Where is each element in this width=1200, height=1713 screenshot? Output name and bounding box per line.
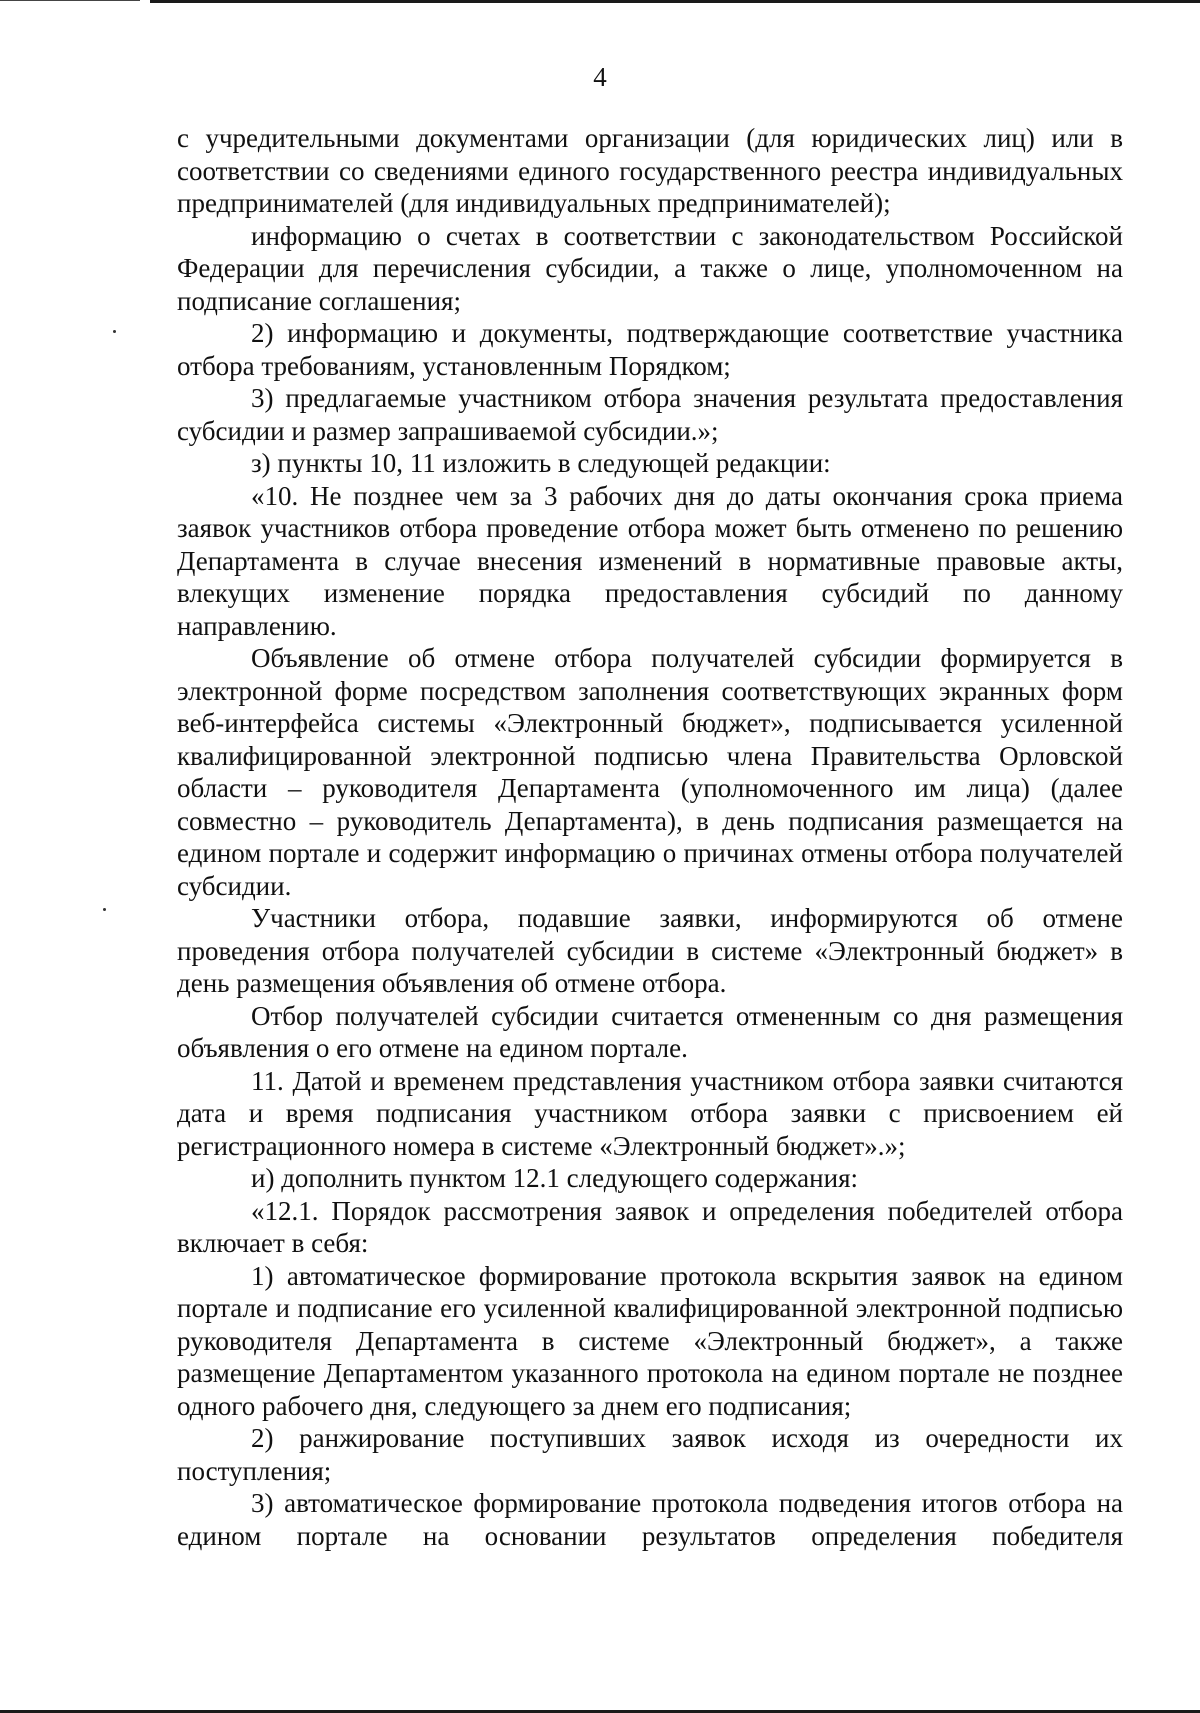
page-number: 4 [593, 62, 607, 92]
scan-edge-top [150, 0, 1200, 3]
paragraph-clause-11: 11. Датой и временем представления участником отбора заявки считаются дата и время подписания участником отбора заявки с присвоением ей регистрационного номера в системе «Электронный бюджет».»; [177, 1065, 1123, 1161]
paragraph-step-2: 2) ранжирование поступивших заявок исходя из очередности их поступления; [177, 1423, 1123, 1486]
paragraph-selection-cancelled: Отбор получателей субсидии считается отмененным со дня размещения объявления о его отмене на едином портале. [177, 1000, 1123, 1063]
paragraph-participants-informed: Участники отбора, подавшие заявки, информируются об отмене проведения отбора получателей субсидии в системе «Электронный бюджет» в день размещения объявления об отмене отбора. [177, 903, 1123, 998]
paragraph-step-1: 1) автоматическое формирование протокола вскрытия заявок на едином портале и подписание его усиленной квалифицированной электронной подписью руководителя Департамента в системе «Электронный бюджет», а также размещение Департаментом указанного протокола на едином портале не позднее одного рабочего дня, следующего за днем его подписания; [177, 1260, 1123, 1421]
paragraph-amendment-i: и) дополнить пунктом 12.1 следующего содержания: [251, 1163, 858, 1193]
paragraph-step-3: 3) автоматическое формирование протокола подведения итогов отбора на едином портале на основании результатов определения победителя [177, 1488, 1123, 1551]
paragraph-item-3: 3) предлагаемые участником отбора значения результата предоставления субсидии и размер запрашиваемой субсидии.»; [177, 383, 1123, 446]
paragraph-item-2: 2) информацию и документы, подтверждающие соответствие участника отбора требованиям, установленным Порядком; [177, 318, 1123, 381]
scan-speck [113, 330, 116, 333]
paragraph-account-info: информацию о счетах в соответствии с законодательством Российской Федерации для перечисления субсидии, а также о лице, уполномоченном на подписание соглашения; [177, 220, 1123, 316]
scan-edge-top-left [0, 0, 140, 1]
paragraph-clause-10: «10. Не позднее чем за 3 рабочих дня до даты окончания срока приема заявок участников отбора проведение отбора может быть отменено по решению Департамента в случае внесения изменений в нормативные правовые акты, влекущих изменение порядка предоставления субсидий по данному направлению. [177, 480, 1123, 641]
paragraph-continuation: с учредительными документами организации (для юридических лиц) или в соответствии со сведениями единого государственного реестра индивидуальных предпринимателей (для индивидуальных предпринимателей); [177, 123, 1123, 218]
paragraph-amendment-z: з) пункты 10, 11 изложить в следующей редакции: [251, 448, 831, 478]
document-body [177, 122, 1123, 1552]
paragraph-cancellation-notice: Объявление об отмене отбора получателей субсидии формируется в электронной форме посредством заполнения соответствующих экранных форм веб-интерфейса системы «Электронный бюджет», подписывается усиленной квалифицированной электронной подписью члена Правительства Орловской области – руководителя Департамента (уполномоченного им лица) (далее совместно – руководитель Департамента), в день подписания размещается на едином портале и содержит информацию о причинах отмены отбора получателей субсидии. [177, 643, 1123, 901]
scan-speck [103, 908, 106, 911]
paragraph-clause-12-1: «12.1. Порядок рассмотрения заявок и определения победителей отбора включает в себя: [177, 1195, 1123, 1258]
